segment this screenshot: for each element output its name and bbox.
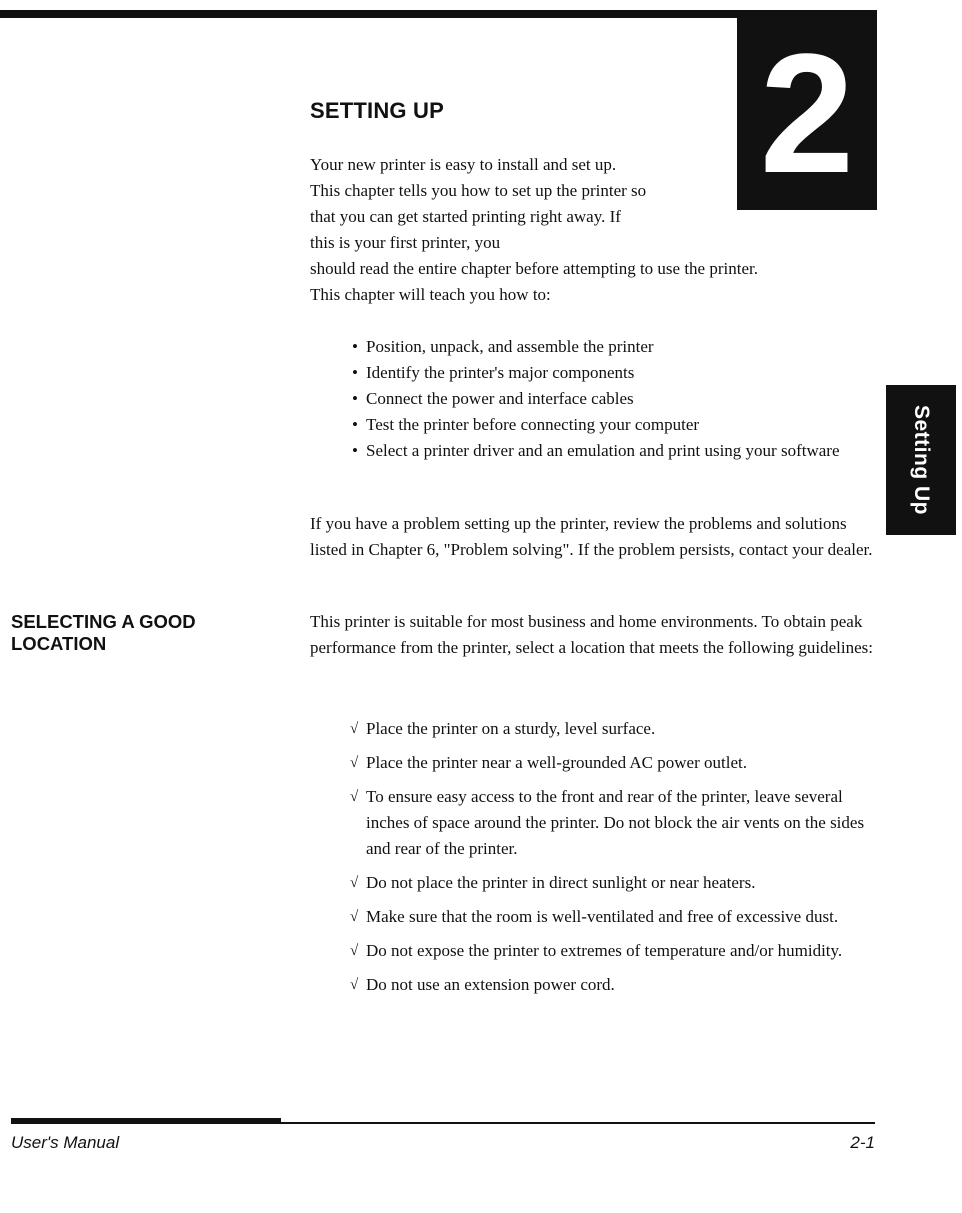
guideline-text: Do not use an extension power cord.	[366, 975, 615, 994]
list-item	[350, 750, 875, 776]
chapter-topics-list	[352, 334, 867, 464]
guideline-text: Place the printer near a well-grounded AC power outlet.	[366, 753, 747, 772]
guideline-text: Do not expose the printer to extremes of temperature and/or humidity.	[366, 941, 843, 960]
checkmark-icon: √	[350, 977, 359, 993]
intro-line: this is your first printer, you	[310, 233, 501, 252]
list-item: • Select a printer driver and an emulation and print using your software	[352, 438, 867, 464]
intro-line: This chapter tells you how to set up the printer so	[310, 181, 647, 200]
intro-line: Your new printer is easy to install and set up.	[310, 155, 617, 174]
footer-manual-title: User's Manual	[11, 1133, 120, 1152]
list-item: • Test the printer before connecting your computer	[352, 412, 867, 438]
checkmark-icon: √	[350, 755, 359, 771]
list-item	[350, 716, 875, 742]
checkmark-icon: √	[350, 721, 359, 737]
intro-line: that you can get started printing right away. If	[310, 207, 621, 226]
list-item: • Identify the printer's major components	[352, 360, 867, 386]
guideline-text: To ensure easy access to the front and rear of the printer, leave several inches of space around the printer. Do not block the air vents on the sides and rear of the printer.	[366, 787, 865, 858]
problem-paragraph: If you have a problem setting up the printer, review the problems and solutions listed in Chapter 6, "Problem solving". If the problem persists, contact your dealer.	[310, 514, 873, 559]
footer-rule-thin	[281, 1122, 875, 1124]
intro-line: This chapter will teach you how to:	[310, 285, 551, 304]
section-title: SETTING UP	[310, 98, 445, 123]
list-item: • Connect the power and interface cables	[352, 386, 867, 412]
footer-page-number: 2-1	[850, 1133, 875, 1152]
list-item	[350, 784, 875, 862]
guideline-text: Place the printer on a sturdy, level surface.	[366, 719, 656, 738]
guideline-text: Do not place the printer in direct sunlight or near heaters.	[366, 873, 756, 892]
chapter-side-tab	[886, 385, 956, 535]
location-heading: SELECTING A GOOD LOCATION	[11, 611, 196, 654]
checkmark-icon: √	[350, 943, 359, 959]
list-item	[350, 904, 875, 930]
intro-line: should read the entire chapter before attempting to use the printer.	[310, 259, 758, 278]
checkmark-icon: √	[350, 909, 359, 925]
list-item	[350, 972, 875, 998]
list-item	[350, 938, 875, 964]
intro-paragraph	[310, 152, 870, 308]
top-rule	[0, 10, 740, 18]
footer-rule-thick	[11, 1118, 281, 1124]
guideline-text: Make sure that the room is well-ventilated and free of excessive dust.	[366, 907, 839, 926]
location-paragraph: This printer is suitable for most business and home environments. To obtain peak performance from the printer, select a location that meets the following guidelines:	[310, 612, 873, 657]
list-item: • Position, unpack, and assemble the printer	[352, 334, 867, 360]
chapter-number: 2	[759, 19, 855, 209]
checkmark-icon: √	[350, 789, 359, 805]
checkmark-icon: √	[350, 875, 359, 891]
location-guidelines-list	[350, 716, 875, 1006]
list-item	[350, 870, 875, 896]
side-tab-label: Setting Up	[910, 405, 933, 515]
